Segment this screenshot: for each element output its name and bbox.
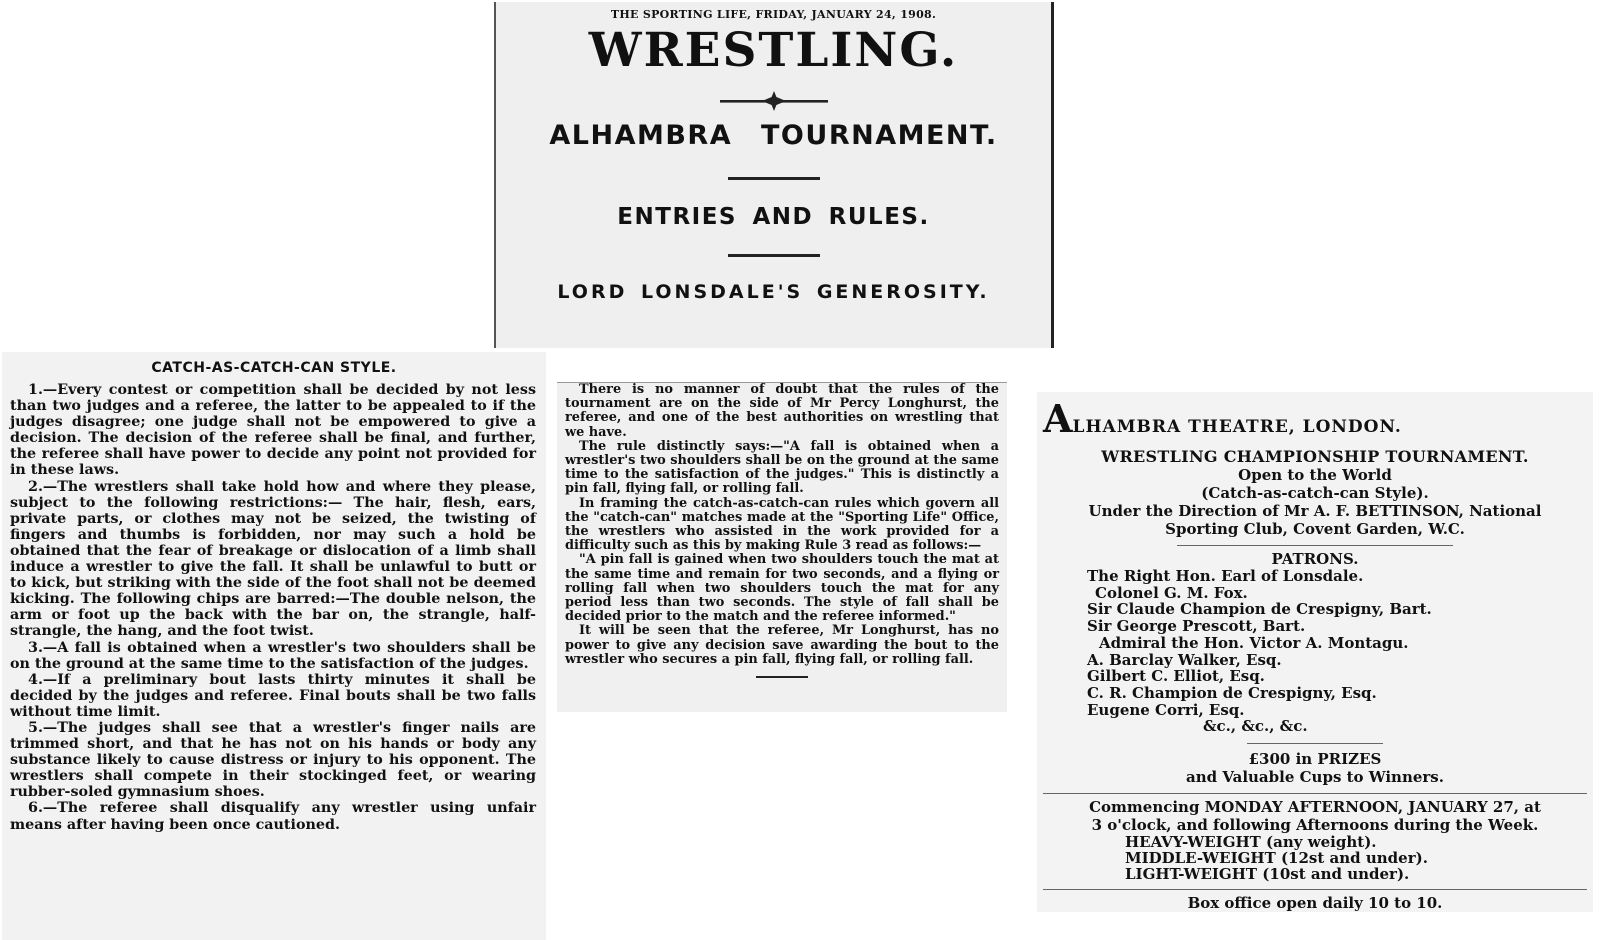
rule-paragraph: 4.—If a preliminary bout lasts thirty minutes it shall be decided by the judges and referee. Final bouts shall be two falls without time limit. <box>10 671 536 720</box>
open-line: Open to the World <box>1238 466 1392 484</box>
theatre-name: LHAMBRA THEATRE, LONDON. <box>1072 417 1402 437</box>
divider <box>1043 793 1587 794</box>
rules-column <box>2 352 546 940</box>
cups-line: and Valuable Cups to Winners. <box>1186 768 1444 787</box>
commentary-paragraph: It will be seen that the referee, Mr Longhurst, has no power to give any decision save awarding the bout to the wrestler who secures a pin fall, flying fall, or rolling fall. <box>565 623 999 667</box>
patron-name: A. Barclay Walker, Esq. <box>1087 650 1282 669</box>
commentary-paragraph: "A pin fall is gained when two shoulders touch the mat at the same time and remain for two seconds, and a flying or rolling fall when two shoulders touch the mat for any period less than two seconds. The style of fall shall be decided prior to the match and the referee informed." <box>565 552 999 625</box>
commentary-paragraph: In framing the catch-as-catch-can rules which govern all the "catch-can" matches made at the "Sporting Life" Office, the wrestlers who assisted in the work provided for a difficulty such as this by making Rule 3 read as follows:— <box>565 495 999 554</box>
weight-class: HEAVY-WEIGHT (any weight). <box>1125 833 1377 852</box>
patron-name: Colonel G. M. Fox. <box>1095 583 1248 602</box>
commencing-line: 3 o'clock, and following Afternoons during the Week. <box>1091 816 1539 835</box>
patron-name: Eugene Corri, Esq. <box>1087 700 1245 719</box>
ornament-divider <box>496 90 1051 112</box>
headline-clipping <box>494 2 1054 348</box>
commentary-column <box>557 382 1007 712</box>
rule-paragraph: 5.—The judges shall see that a wrestler's finger nails are trimmed short, and that he has not on his hands or body any substance likely to cause distress or injury to his opponent. The wrestlers shall compete in their stockinged feet, or wearing rubber-soled gymnasium shoes. <box>10 719 536 801</box>
patron-name: Admiral the Hon. Victor A. Montagu. <box>1099 633 1409 652</box>
commentary-paragraph: There is no manner of doubt that the rules of the tournament are on the side of Mr Percy Longhurst, the referee, and one of the best authorities on wrestling that we have. <box>565 382 999 440</box>
weight-class: MIDDLE-WEIGHT (12st and under). <box>1125 849 1428 868</box>
commentary-paragraph: The rule distinctly says:—"A fall is obtained when a wrestler's two shoulders shall be on the ground at the same time to the satisfaction of the judges." This is distinctly a pin fall, flying fall, or rolling fall. <box>565 438 999 497</box>
direction-line: Under the Direction of Mr A. F. BETTINSON, National <box>1088 502 1542 520</box>
end-rule <box>756 676 808 678</box>
divider <box>1043 889 1587 890</box>
patrons-heading: PATRONS. <box>1271 550 1359 568</box>
advertisement <box>1037 392 1593 912</box>
patron-name: Sir George Prescott, Bart. <box>1087 617 1306 636</box>
direction-line: Sporting Club, Covent Garden, W.C. <box>1165 520 1465 538</box>
rule-paragraph: 6.—The referee shall disqualify any wrestler using unfair means after having been once cautioned. <box>10 800 536 833</box>
drop-cap: A <box>1043 396 1073 441</box>
headline: WRESTLING. <box>588 23 959 78</box>
divider <box>1247 743 1383 744</box>
rule-paragraph: 2.—The wrestlers shall take hold how and where they please, subject to the following restrictions:— The hair, flesh, ears, private parts, or clothes may not be seized, the twisting of fingers and thumbs is forbidden, nor may such a hold be obtained that the fear of breakage or dislocation of a limb shall induce a wrestler to give the fall. It shall be unlawful to butt or to kick, but striking with the side of the foot shall not be deemed kicking. The following chips are barred:—The double nelson, the arm or foot up the back with the bar on, the strangle, half-strangle, the hang, and the foot twist. <box>10 478 536 640</box>
subhead-tournament: ALHAMBRA TOURNAMENT. <box>549 120 998 151</box>
divider <box>1177 545 1453 546</box>
prizes-line: £300 in PRIZES <box>1248 750 1382 769</box>
patron-etc: &c., &c., &c. <box>1203 717 1308 736</box>
dateline: THE SPORTING LIFE, FRIDAY, JANUARY 24, 1908. <box>610 8 937 21</box>
subhead-entries-rules: ENTRIES AND RULES. <box>617 204 930 230</box>
patron-name: Sir Claude Champion de Crespigny, Bart. <box>1087 600 1432 619</box>
style-line: (Catch-as-catch-can Style). <box>1201 484 1429 502</box>
theatre-heading <box>1043 396 1593 441</box>
tournament-title: WRESTLING CHAMPIONSHIP TOURNAMENT. <box>1101 447 1529 466</box>
rule-paragraph: 3.—A fall is obtained when a wrestler's two shoulders shall be on the ground at the same time to the satisfaction of the judges. <box>10 639 536 672</box>
column-title: CATCH-AS-CATCH-CAN STYLE. <box>151 360 397 376</box>
subhead-generosity: LORD LONSDALE'S GENEROSITY. <box>557 281 990 303</box>
patron-name: The Right Hon. Earl of Lonsdale. <box>1087 567 1364 585</box>
ornament-icon <box>718 90 830 112</box>
weight-class: LIGHT-WEIGHT (10st and under). <box>1125 865 1410 884</box>
rule-divider <box>728 177 820 180</box>
commencing-line: Commencing MONDAY AFTERNOON, JANUARY 27, at <box>1089 798 1541 817</box>
rule-divider <box>728 254 820 257</box>
patron-name: Gilbert C. Elliot, Esq. <box>1087 667 1265 686</box>
box-office-line: Box office open daily 10 to 10. <box>1187 894 1443 912</box>
patron-name: C. R. Champion de Crespigny, Esq. <box>1087 683 1377 702</box>
rule-paragraph: 1.—Every contest or competition shall be decided by not less than two judges and a referee, the latter to be appealed to if the judges disagree; one judge shall not be empowered to give a decision. The decision of the referee shall be final, and further, the referee shall have power to decide any point not provided for in these laws. <box>10 382 536 479</box>
